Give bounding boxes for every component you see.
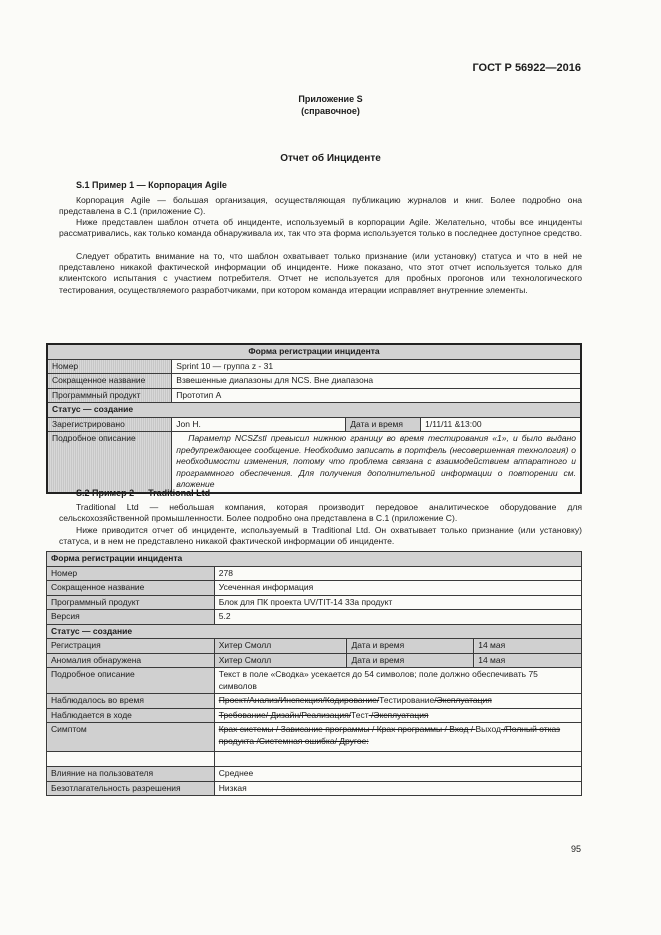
form-1-datetime-value: 1/11/11 &13:00 (421, 417, 581, 432)
form-2-registration-label: Регистрация (47, 639, 215, 654)
annex-title: Приложение S (298, 94, 363, 104)
form-2-status: Статус — создание (47, 624, 582, 639)
document-title: Отчет об Инциденте (280, 153, 381, 164)
form-2-urgency-value: Низкая (214, 781, 581, 796)
observing-selected-option: Тест (351, 709, 369, 720)
symptom-selected-option: Выход (475, 724, 501, 734)
observed-selected-option: Тестирование (379, 695, 435, 705)
form-1-description-label: Подробное описание (47, 432, 172, 493)
form-2-symptom-value (214, 723, 581, 752)
observed-struck-options: Проект/Анализ/Инспекция/Кодирование/ (218, 695, 380, 705)
page-number: 95 (570, 844, 581, 854)
section-1-paragraph-3: Следует обратить внимание на то, что шаблон охватывает только признание (или установку) статуса и что в ней не представлено никакой фактической информации об инциденте. Ниже показано, что этот отчет используется только для клиентского испытания с участием потребителя. Отчет не используется для пробных прогонов или технологического тестирования, осуществляемого разработчиками, при котором команда итерации исправляет внутренние элементы. (59, 251, 582, 295)
form-2-datetime-2-value: 14 мая (474, 653, 582, 668)
section-1-paragraph-1: Корпорация Agile — большая организация, осуществляющая публикацию журналов и книг. Более подробно она представлена в С.1 (приложение С). (59, 195, 582, 217)
form-1-datetime-label: Дата и время (346, 417, 421, 432)
form-1-short-name-label: Сокращенное название (47, 374, 172, 389)
standard-code: ГОСТ Р 56922—2016 (472, 62, 581, 74)
form-2-title: Форма регистрации инцидента (47, 552, 582, 567)
form-1-description-value: Параметр NCSZstl превысил нижнюю границу во время тестирования «1», и было выдано предупреждающее сообщение. Необходимо записать в портфель (несовершенная технология) о необходимости изменения, потому что проблема связана с взаимодействием аппаратного и программного обеспечения. Для получения дополнительной информации о повторении см. вложение (172, 432, 581, 493)
form-2-number-value: 278 (214, 566, 581, 581)
form-2-registration-value: Хитер Смолл (214, 639, 347, 654)
observing-struck-options: Требование/ Дизайн/Реализация/ (218, 709, 352, 720)
form-2-number-label: Номер (47, 566, 215, 581)
form-2-observing-value (214, 708, 581, 723)
form-2-datetime-1-value: 14 мая (474, 639, 582, 654)
form-1-product-value: Прототип А (172, 388, 581, 403)
form-2-anomaly-label: Аномалия обнаружена (47, 653, 215, 668)
form-2-empty-value-cell (214, 752, 581, 767)
form-2-anomaly-value: Хитер Смолл (214, 653, 347, 668)
form-2-short-name-value: Усеченная информация (214, 581, 581, 596)
form-2-empty-label-cell (47, 752, 215, 767)
form-2-impact-label: Влияние на пользователя (47, 767, 215, 782)
section-2-heading: S.2 Пример 2 — Traditional Ltd (76, 488, 211, 498)
form-2-product-value: Блок для ПК проекта UV/TIT-14 33a продукт (214, 595, 581, 610)
form-2-observing-label: Наблюдается в ходе (47, 708, 215, 723)
form-1-registered-value: Jon H. (172, 417, 346, 432)
form-1-status: Статус — создание (47, 403, 581, 418)
form-2-urgency-label: Безотлагательность разрешения (47, 781, 215, 796)
form-2-version-label: Версия (47, 610, 215, 625)
form-1-number-label: Номер (47, 359, 172, 374)
form-1-short-name-value: Взвешенные диапазоны для NCS. Вне диапазона (172, 374, 581, 389)
incident-form-2 (46, 551, 582, 796)
section-1-heading: S.1 Пример 1 — Корпорация Agile (76, 180, 227, 190)
observing-struck-tail: /Эксплуатация (368, 709, 429, 720)
form-2-description-label: Подробное описание (47, 668, 215, 694)
section-2-paragraph-2: Ниже приводится отчет об инциденте, используемый в Traditional Ltd. Он охватывает только признание (или установку) статуса, и в нем не представлено никакой фактической информации об инциденте. (59, 525, 582, 547)
section-1-paragraph-2: Ниже представлен шаблон отчета об инциденте, используемый в корпорации Agile. Желательно, чтобы все инциденты рассматривались, как только команда обнаруживала их, так что эта форма используется только в последнее доступное средство. (59, 217, 582, 239)
form-2-description-value: Текст в поле «Сводка» усекается до 54 символов; поле должно обеспечивать 75 символов (214, 668, 581, 694)
form-1-title: Форма регистрации инцидента (47, 344, 581, 359)
form-2-impact-value: Среднее (214, 767, 581, 782)
annex-heading (0, 93, 661, 117)
form-1-number-value: Sprint 10 — группа z - 31 (172, 359, 581, 374)
incident-form-1 (46, 343, 582, 494)
symptom-struck-tail: /Полный отказ продукта /Системная ошибка/ Другое: (218, 724, 561, 746)
form-1-registered-label: Зарегистрировано (47, 417, 172, 432)
form-2-observed-label: Наблюдалось во время (47, 694, 215, 709)
section-2-paragraph-1: Traditional Ltd — небольшая компания, которая производит передовое аналитическое оборудование для сельскохозяйственной промышленности. Более подробно она представлена в С.1 (приложение С). (59, 502, 582, 524)
observed-struck-tail: /Эксплуатация (434, 695, 492, 705)
form-2-short-name-label: Сокращенное название (47, 581, 215, 596)
form-2-datetime-2-label: Дата и время (347, 653, 474, 668)
form-2-observed-value (214, 694, 581, 709)
form-2-symptom-label: Симптом (47, 723, 215, 752)
symptom-struck-options: Крах системы / Зависание программы / Крах программы / Вход / (218, 724, 476, 734)
annex-type: (справочное) (301, 106, 360, 116)
form-1-product-label: Программный продукт (47, 388, 172, 403)
form-2-datetime-1-label: Дата и время (347, 639, 474, 654)
form-2-version-value: 5.2 (214, 610, 581, 625)
form-2-product-label: Программный продукт (47, 595, 215, 610)
